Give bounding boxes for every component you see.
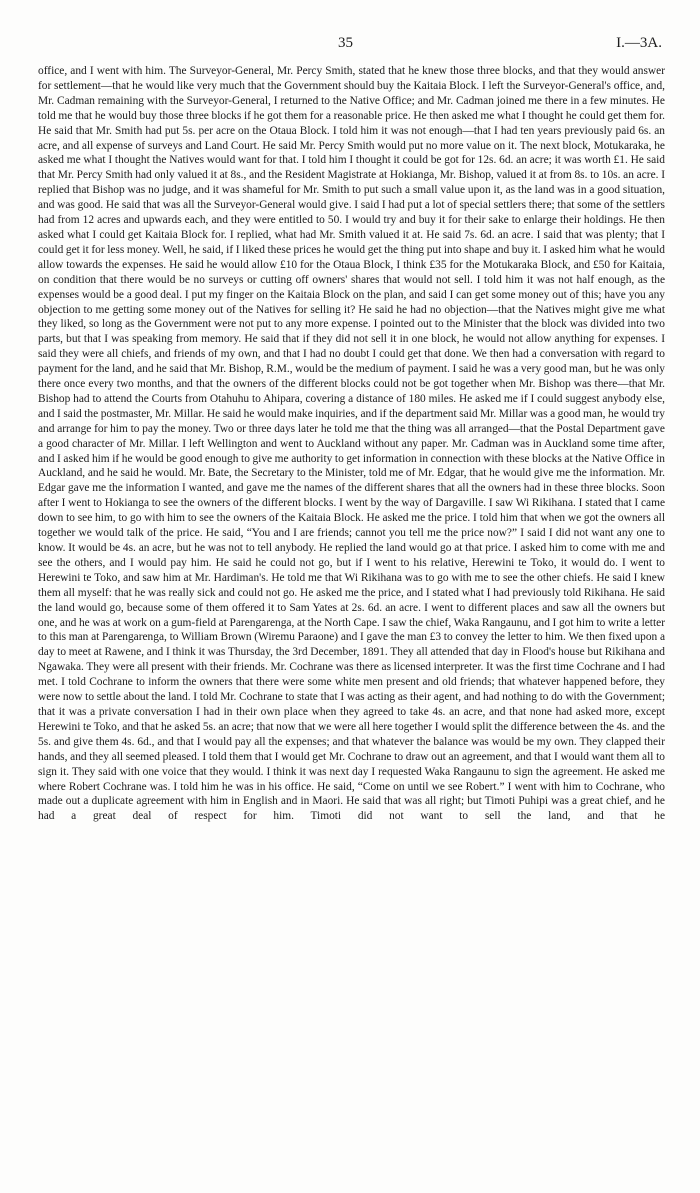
paragraph: office, and I went with him. The Surveyor-General, Mr. Percy Smith, stated that he knew those three blocks, and that they would answer for settlement—that he would like very much that the Government should buy the Kaitaia Block. I left the Surveyor-General's office, and, Mr. Cadman remaining with the Surveyor-General, I returned to the Native Office; and Mr. Cadman joined me there in a few minutes. He told me that he would buy those three blocks if he got them for a reasonable price. He then asked me what I thought he could get them for. He said that Mr. Smith had put 5s. per acre on the Otaua Block. I told him it was not enough—that I had ten years previously paid 6s. an acre, and all expense of surveys and Land Court. He said Mr. Percy Smith would put no more value on it. The next block, Motukaraka, he asked me what I thought the Natives would want for that. I told him I thought it could be got for 12s. 6d. an acre; it was worth £1. He said that Mr. Percy Smith had only valued it at 8s., and the Resident Magistrate at Hokianga, Mr. Bishop, valued it at from 8s. to 10s. an acre. I replied that Bishop was no judge, and it was shameful for Mr. Smith to put such a small value upon it, as the land was in a good situation, and was good. He said that was all the Surveyor-General would give. I said I had put a lot of special settlers there; that some of the settlers had from 12 acres and upwards each, and they were entitled to 50. I would try and buy it for their sake to enlarge their holdings. He then asked what I could get Kaitaia Block for. I replied, what had Mr. Smith valued it at. He said 7s. 6d. an acre. I said that was plenty; that I could get it for less money. Well, he said, if I liked these prices he would get the thing put into shape and buy it. I asked him what he would allow towards the expenses. He said he would allow £10 for the Otaua Block, I think £35 for the Motukaraka Block, and £50 for Kaitaia, on condition that there would be no surveys or cutting off owners' shares that would not sell. I told him it was not half enough, as the expenses would be a good deal. I put my finger on the Kaitaia Block on the plan, and said I can get some money out of this; have you any objection to me getting some money out of the Natives for selling it? He said he had no objection—that the Natives might give me what they liked, so long as the Government were not put to any more expense. I pointed out to the Minister that the block was divided into two parts, but that I was speaking from memory. He said that if they did not sell it in one block, he would not allow anything for expenses. I said they were all chiefs, and friends of my own, and that I had no doubt I could get that done. We then had a conversation with regard to payment for the land, and he said that Mr. Bishop, R.M., would be the medium of payment. I said he was a very good man, but he was only there once every two months, and that the owners of the different blocks could not be got together when Mr. Bishop was there—that Mr. Bishop had to attend the Courts from Otahuhu to Ahipara, covering a distance of 180 miles. He asked me if I could suggest anybody else, and I said the postmaster, Mr. Millar. He said he would make inquiries, and if the department said Mr. Millar was a good man, he would try and arrange for him to pay the money. Two or three days later he told me that the thing was all arranged—that the Postal Department gave a good character of Mr. Millar. I left Wellington and went to Auckland without any paper. Mr. Cadman was in Auckland some time after, and I asked him if he would be good enough to give me authority to get information in connection with these blocks at the Native Office in Auckland, and he said he would. Mr. Bate, the Secretary to the Minister, told me of Mr. Edgar, that he would give me the information. Mr. Edgar gave me the information I wanted, and gave me the names of the different shares that all the owners had in these three blocks. Soon after I went to Hokianga to see the owners of the different blocks. I went by the way of Dargaville. I saw Wi Rikihana. I stated that I came down to see him, to go with him to see the owners of the Kaitaia Block. He asked me the price. I told him that when we got the owners all together we would talk of the price. He said, “You and I are friends; cannot you tell me the price now?” I said I did not want any one to know. It would be 4s. an acre, but he was not to tell anybody. He replied the land would go at that price. I asked him to come with me and see the others, and I would pay him. He said he could not go, but if I went to his relative, Herewini te Toko, it would do. I went to Herewini te Toko, and saw him at Mr. Hardiman's. He told me that Wi Rikihana was to go with me to see the other chiefs. He said I knew them all myself: that he was really sick and could not go. He asked me the price, and I stated what I had previously told Rikihana. He said the land would go, because some of them offered it to Sam Yates at 2s. 6d. an acre. I went to different places and saw all the owners but one, and he was at work on a gum-field at Parengarenga, at the North Cape. I saw the chief, Waka Rangaunu, and I got him to write a letter to this man at Parengarenga, to William Brown (Wiremu Paraone) and I gave the man £3 to convey the letter to him. We then fixed upon a day to meet at Rawene, and I think it was Thursday, the 3rd December, 1891. They all attended that day in Flood's house but Rikihana and Ngawaka. They were all present with their friends. Mr. Cochrane was there as licensed interpreter. It was the first time Cochrane and I had met. I told Cochrane to inform the owners that there were some white men present and old friends; that whatever happened before, they were now to settle about the land. I told Mr. Cochrane to state that I was acting as their agent, and had nothing to do with the Government; that it was a private conversation I had in their own place when they agreed to take 4s. an acre, and that none had asked more, except Herewini te Toko, and that he asked 5s. an acre; that now that we were all here together I would split the difference between the 4s. and the 5s. and give them 4s. 6d., and that I would pay all the expenses; and that whatever the balance was would be my own. They clapped their hands, and they all seemed pleased. I told them that I would get Mr. Cochrane to draw out an agreement, and that I would want them all to sign it. They said with one voice that they would. I think it was next day I requested Waka Rangaunu to sign the agreement. He asked me where Robert Cochrane was. I told him he was in his office. He said, “Come on until we see Robert.” I went with him to Cochrane, who made out a duplicate agreement with him in English and in Maori. He said that was all right; but Timoti Puhipi was a great chief, and he had a great deal of respect for him. Timoti did not want to sell the land, and that he — [38, 65, 665, 823]
body-text — [38, 64, 665, 824]
page-number: 35 — [338, 35, 353, 51]
page-reference: I.—3A. — [616, 35, 662, 51]
